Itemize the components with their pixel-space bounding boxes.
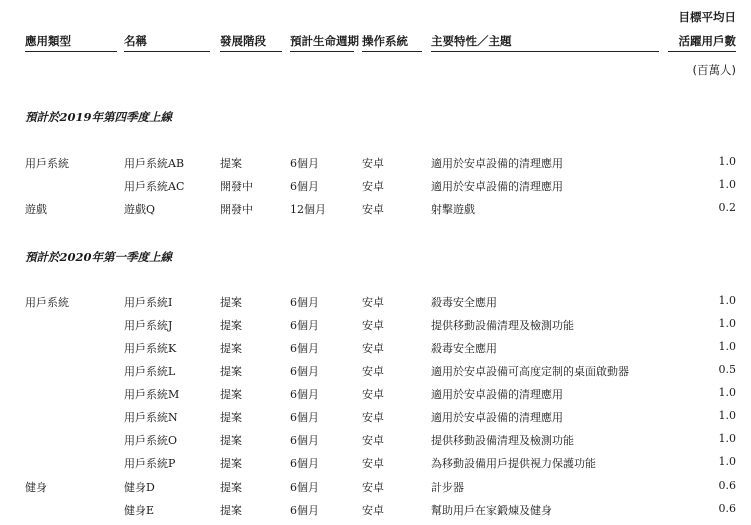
cell-feature: 計步器	[431, 481, 464, 494]
section-title-2020q1: 預計於2020年第一季度上線	[25, 250, 173, 264]
cell-lifecycle: 6個月	[290, 296, 319, 309]
header-underline-category	[25, 51, 117, 52]
cell-lifecycle: 6個月	[290, 411, 319, 424]
header-name: 名稱	[124, 34, 147, 48]
table-row	[0, 386, 751, 409]
table-row	[0, 432, 751, 455]
cell-feature: 射擊遊戲	[431, 203, 475, 216]
cell-feature: 適用於安卓設備的清理應用	[431, 180, 563, 193]
cell-lifecycle: 12個月	[290, 203, 326, 216]
cell-os: 安卓	[362, 457, 384, 470]
cell-stage: 提案	[220, 342, 242, 355]
cell-dau: 0.2	[718, 201, 736, 214]
cell-stage: 提案	[220, 157, 242, 170]
header-underline-dau	[668, 51, 736, 52]
header-underline-stage	[220, 51, 282, 52]
cell-stage: 提案	[220, 481, 242, 494]
cell-name: 用戶系統I	[124, 296, 173, 309]
cell-name: 用戶系統J	[124, 319, 173, 332]
header-category: 應用類型	[25, 34, 71, 48]
cell-feature: 適用於安卓設備的清理應用	[431, 411, 563, 424]
table-row	[0, 294, 751, 317]
cell-stage: 開發中	[220, 203, 253, 216]
cell-os: 安卓	[362, 319, 384, 332]
table-row	[0, 363, 751, 386]
cell-os: 安卓	[362, 411, 384, 424]
cell-name: 用戶系統AC	[124, 180, 185, 193]
cell-stage: 提案	[220, 411, 242, 424]
cell-name: 用戶系統O	[124, 434, 178, 447]
cell-lifecycle: 6個月	[290, 388, 319, 401]
cell-lifecycle: 6個月	[290, 180, 319, 193]
header-lifecycle: 預計生命週期	[290, 34, 359, 48]
cell-os: 安卓	[362, 157, 384, 170]
header-dau-line1: 目標平均日	[678, 10, 736, 24]
cell-lifecycle: 6個月	[290, 434, 319, 447]
cell-feature: 提供移動設備清理及檢測功能	[431, 319, 574, 332]
cell-lifecycle: 6個月	[290, 319, 319, 332]
cell-os: 安卓	[362, 481, 384, 494]
cell-name: 用戶系統L	[124, 365, 176, 378]
cell-category: 用戶系統	[25, 296, 69, 309]
header-dau-line2: 活躍用戶數	[678, 34, 736, 48]
cell-stage: 提案	[220, 457, 242, 470]
cell-dau: 0.5	[718, 363, 736, 376]
table-row	[0, 178, 751, 201]
table-row	[0, 502, 751, 525]
cell-dau: 1.0	[718, 155, 736, 168]
cell-dau: 0.6	[718, 479, 736, 492]
cell-dau: 0.6	[718, 502, 736, 515]
cell-os: 安卓	[362, 365, 384, 378]
cell-stage: 提案	[220, 365, 242, 378]
table-row	[0, 340, 751, 363]
cell-feature: 殺毒安全應用	[431, 342, 497, 355]
cell-name: 用戶系統M	[124, 388, 180, 401]
header-features: 主要特性／主題	[431, 34, 512, 48]
table-row	[0, 455, 751, 478]
cell-stage: 提案	[220, 434, 242, 447]
cell-dau: 1.0	[718, 432, 736, 445]
cell-os: 安卓	[362, 203, 384, 216]
cell-feature: 適用於安卓設備可高度定制的桌面啟動器	[431, 365, 629, 378]
cell-feature: 適用於安卓設備的清理應用	[431, 157, 563, 170]
cell-stage: 提案	[220, 388, 242, 401]
cell-dau: 1.0	[718, 340, 736, 353]
cell-stage: 開發中	[220, 180, 253, 193]
cell-name: 用戶系統K	[124, 342, 177, 355]
cell-os: 安卓	[362, 504, 384, 517]
cell-name: 用戶系統P	[124, 457, 176, 470]
cell-lifecycle: 6個月	[290, 342, 319, 355]
cell-dau: 1.0	[718, 386, 736, 399]
cell-feature: 幫助用戶在家鍛煉及健身	[431, 504, 552, 517]
cell-os: 安卓	[362, 434, 384, 447]
header-underline-name	[124, 51, 210, 52]
header-underline-os	[362, 51, 422, 52]
cell-feature: 提供移動設備清理及檢測功能	[431, 434, 574, 447]
table-row	[0, 479, 751, 502]
cell-stage: 提案	[220, 296, 242, 309]
cell-lifecycle: 6個月	[290, 504, 319, 517]
cell-stage: 提案	[220, 319, 242, 332]
header-underline-lifecycle	[290, 51, 354, 52]
section-title-2019q4: 預計於2019年第四季度上線	[25, 110, 173, 124]
cell-os: 安卓	[362, 180, 384, 193]
cell-feature: 為移動設備用戶提供視力保護功能	[431, 457, 596, 470]
cell-dau: 1.0	[718, 178, 736, 191]
cell-lifecycle: 6個月	[290, 457, 319, 470]
cell-lifecycle: 6個月	[290, 157, 319, 170]
cell-category: 健身	[25, 481, 47, 494]
cell-stage: 提案	[220, 504, 242, 517]
cell-lifecycle: 6個月	[290, 481, 319, 494]
header-underline-features	[431, 51, 659, 52]
header-dau-unit: (百萬人)	[692, 63, 736, 77]
cell-category: 用戶系統	[25, 157, 69, 170]
cell-dau: 1.0	[718, 317, 736, 330]
header-stage: 發展階段	[220, 34, 266, 48]
cell-lifecycle: 6個月	[290, 365, 319, 378]
cell-feature: 適用於安卓設備的清理應用	[431, 388, 563, 401]
cell-feature: 殺毒安全應用	[431, 296, 497, 309]
table-row	[0, 155, 751, 178]
cell-name: 用戶系統N	[124, 411, 178, 424]
cell-os: 安卓	[362, 342, 384, 355]
cell-dau: 1.0	[718, 455, 736, 468]
cell-dau: 1.0	[718, 409, 736, 422]
cell-name: 遊戲Q	[124, 203, 156, 216]
table-row	[0, 317, 751, 340]
cell-dau: 1.0	[718, 294, 736, 307]
header-os: 操作系統	[362, 34, 408, 48]
cell-os: 安卓	[362, 296, 384, 309]
cell-name: 健身D	[124, 481, 155, 494]
cell-name: 用戶系統AB	[124, 157, 185, 170]
cell-category: 遊戲	[25, 203, 47, 216]
table-row	[0, 201, 751, 224]
cell-name: 健身E	[124, 504, 155, 517]
table-row	[0, 409, 751, 432]
cell-os: 安卓	[362, 388, 384, 401]
